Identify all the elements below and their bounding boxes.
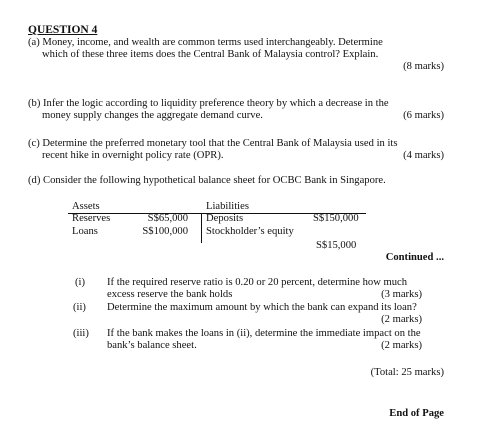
equity-value: S$15,000	[316, 240, 357, 251]
subq-ii-marks: (2 marks)	[381, 314, 422, 325]
equity-label: Stockholder’s equity	[206, 226, 294, 237]
question-a-line1: (a) Money, income, and wealth are common terms used interchangeably. Determine	[28, 37, 383, 48]
subq-i-line1: If the required reserve ratio is 0.20 or 20 percent, determine how much	[107, 277, 408, 288]
liabilities-header: Liabilities	[206, 201, 249, 212]
question-b-line2: money supply changes the aggregate demand curve.	[42, 110, 263, 121]
question-c-line1: (c) Determine the preferred monetary tool that the Central Bank of Malaysia used in its	[28, 138, 398, 149]
question-b-line1: (b) Infer the logic according to liquidity preference theory by which a decrease in the	[28, 98, 389, 109]
subq-iii-line2: bank’s balance sheet.	[107, 340, 197, 351]
loans-value: S$100,000	[142, 226, 188, 237]
subq-iii-line1: If the bank makes the loans in (ii), determine the immediate impact on the	[107, 328, 421, 339]
question-a-marks: (8 marks)	[403, 61, 444, 72]
subq-i-marks: (3 marks)	[381, 289, 422, 300]
subq-i-num: (i)	[75, 277, 85, 288]
subq-iii-num: (iii)	[73, 328, 89, 339]
subq-i-line2: excess reserve the bank holds	[107, 289, 233, 300]
question-title: QUESTION 4	[28, 24, 98, 36]
question-b-marks: (6 marks)	[403, 110, 444, 121]
reserves-label: Reserves	[72, 213, 111, 224]
question-c-marks: (4 marks)	[403, 150, 444, 161]
end-of-page: End of Page	[389, 408, 444, 419]
question-d-line1: (d) Consider the following hypothetical balance sheet for OCBC Bank in Singapore.	[28, 175, 386, 186]
reserves-value: S$65,000	[147, 213, 188, 224]
question-c-line2: recent hike in overnight policy rate (OPR).	[42, 150, 224, 161]
continued-label: Continued ...	[385, 252, 444, 263]
assets-header: Assets	[72, 201, 100, 212]
subq-iii-marks: (2 marks)	[381, 340, 422, 351]
loans-label: Loans	[72, 226, 98, 237]
subq-ii-num: (ii)	[73, 302, 86, 313]
total-marks: (Total: 25 marks)	[370, 367, 444, 378]
deposits-label: Deposits	[206, 213, 244, 224]
question-a-line2: which of these three items does the Central Bank of Malaysia control? Explain.	[42, 49, 379, 60]
subq-ii-line1: Determine the maximum amount by which the bank can expand its loan?	[107, 302, 417, 313]
deposits-value: S$150,000	[313, 213, 359, 224]
balance-center-rule	[201, 213, 202, 243]
